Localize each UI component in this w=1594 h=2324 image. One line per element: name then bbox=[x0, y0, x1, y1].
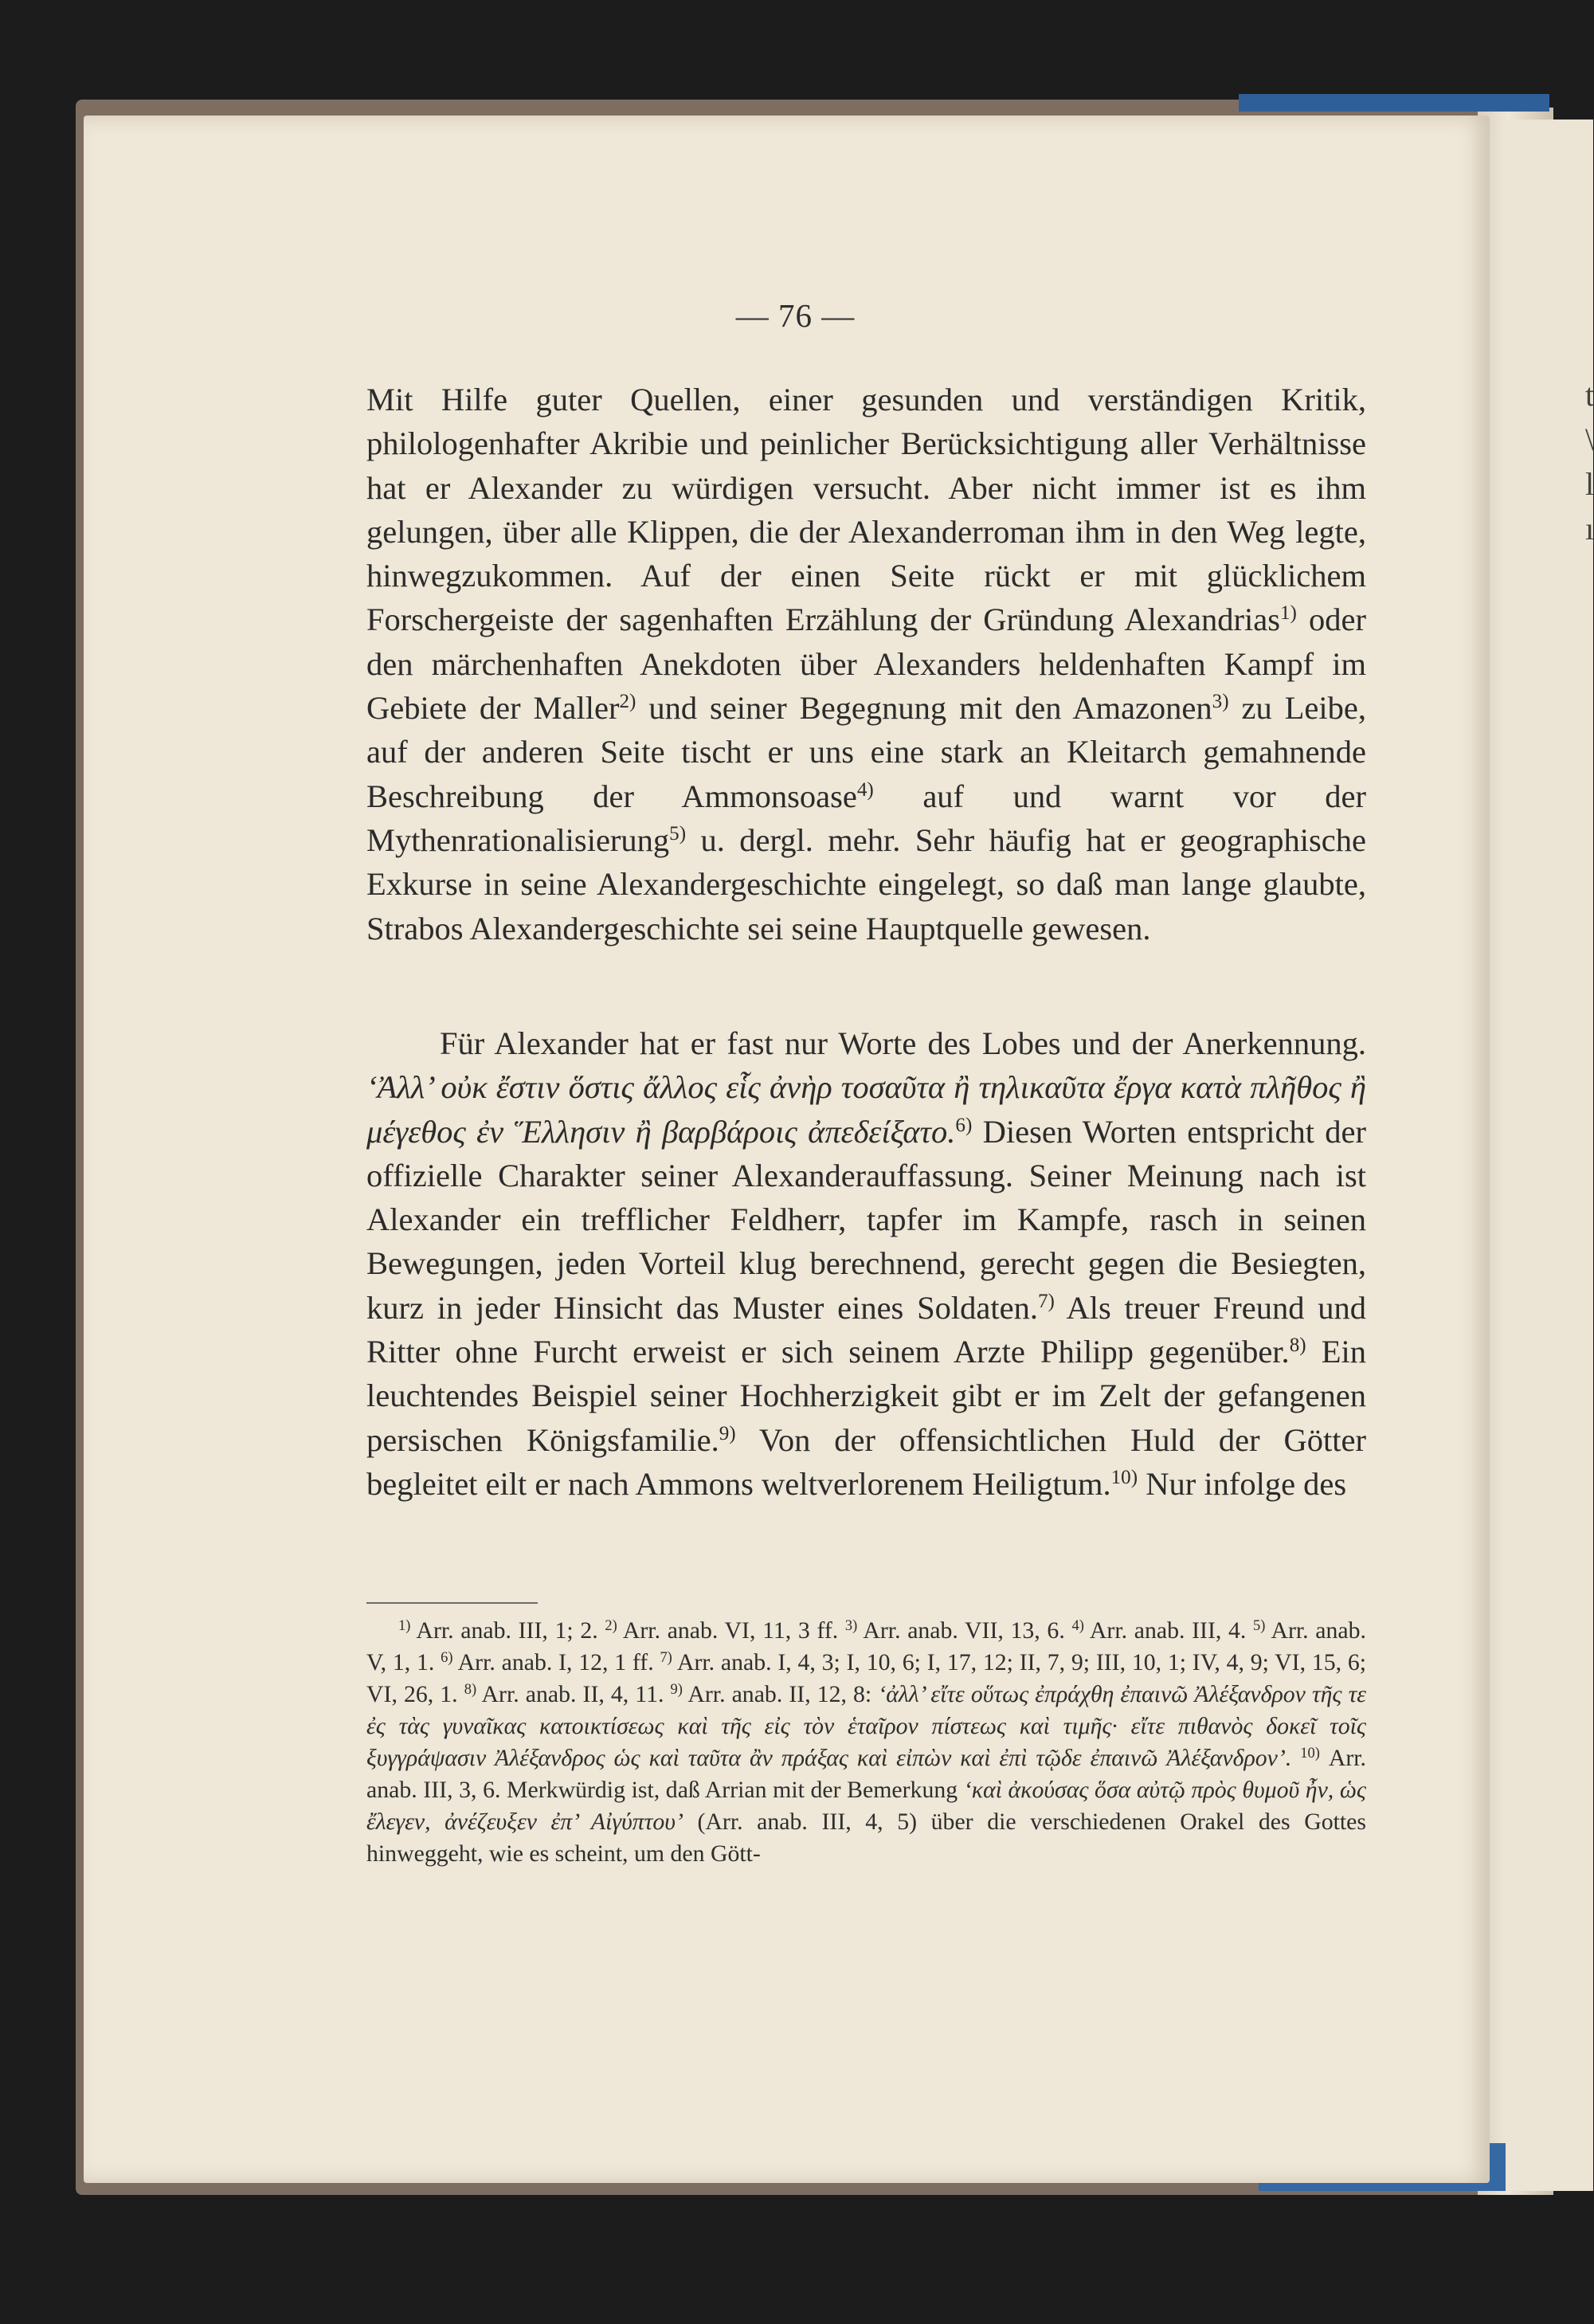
paragraph-text: Nur infolge des bbox=[1138, 1465, 1347, 1502]
paragraph-text: Ein leuchtendes Beispiel seiner Hochherzigkeit gibt er im Zelt der gefangenen persischen Königsfamilie. bbox=[366, 1334, 1366, 1458]
paragraph-text: Mit Hilfe guter Quellen, einer gesunden und verständigen Kritik, philologenhafter Akribie und peinlicher Berücksichtigung aller Verhältnisse hat er Alexander zu würdigen versucht. Aber nicht immer ist es ihm gelungen, über alle Klippen, die der Alexanderroman ihm in den Weg legte, hinwegzukommen. Auf der einen Seite rückt er mit glücklichem Forschergeiste der sagenhaften Erzählung der Gründung Alexandrias bbox=[366, 382, 1366, 638]
footnote-marker: 2) bbox=[605, 1617, 617, 1633]
footnote-greek: ‘καὶ ἀκούσας ὅσα αὐτῷ πρὸς θυμοῦ ἦν, ὡς ἔλεγεν, ἀνέζευξεν ἐπ’ Αἰγύπτου’ bbox=[366, 1777, 1366, 1835]
footnote-marker: 5) bbox=[1253, 1617, 1266, 1633]
facing-letter: ı bbox=[1585, 511, 1594, 547]
footnote-ref: 2) bbox=[619, 691, 636, 713]
paragraph-2 bbox=[366, 1021, 1366, 1506]
paragraph-text: Für Alexander hat er fast nur Worte des Lobes und der Anerkennung. bbox=[440, 1025, 1366, 1061]
paragraph-text: zu Leibe, auf der anderen Seite tischt er uns eine stark an Kleitarch gemahnende Beschreibung der Ammonsoase bbox=[366, 690, 1367, 814]
footnote-marker: 8) bbox=[464, 1680, 477, 1697]
footnote-ref: 1) bbox=[1280, 602, 1297, 625]
blue-edge-top bbox=[1239, 94, 1549, 112]
paragraph-text: oder den märchenhaften Anekdoten über Alexanders heldenhaften Kampf im Gebiete der Maller bbox=[366, 602, 1366, 727]
footnote-ref: 7) bbox=[1037, 1290, 1055, 1312]
footnote-ref: 5) bbox=[669, 823, 687, 845]
footnote-text: Arr. anab. I, 12, 1 ff. bbox=[452, 1649, 660, 1675]
footnote-marker: 6) bbox=[441, 1648, 453, 1665]
footnote-ref: 9) bbox=[719, 1422, 736, 1444]
footnote-text: (Arr. anab. III, 4, 5) über die verschiedenen Orakel des Gottes hinweggeht, wie es scheint, um den Gött- bbox=[366, 1809, 1366, 1867]
footnote-text: Arr. anab. VI, 11, 3 ff. bbox=[617, 1617, 845, 1644]
footnote-ref: 4) bbox=[856, 778, 874, 801]
footnote-text: Arr. anab. VII, 13, 6. bbox=[857, 1617, 1072, 1644]
footnote-divider bbox=[366, 1602, 538, 1604]
footnotes bbox=[366, 1615, 1366, 1870]
footnote-ref: 8) bbox=[1289, 1334, 1306, 1357]
footnote-ref: 6) bbox=[955, 1114, 973, 1136]
facing-letter: t bbox=[1585, 377, 1594, 413]
footnote-marker: 1) bbox=[398, 1617, 411, 1633]
facing-letter: l bbox=[1585, 466, 1594, 502]
paragraph-text: auf und warnt vor der Mythenrationalisierung bbox=[366, 778, 1366, 858]
paragraph-text: und seiner Begegnung mit den Amazonen bbox=[636, 690, 1212, 727]
footnote-text: Arr. anab. III, 1; 2. bbox=[410, 1617, 605, 1644]
footnote-text: Arr. anab. V, 1, 1. bbox=[366, 1617, 1366, 1675]
paragraph-text: Von der offensichtlichen Huld der Götter begleitet eilt er nach Ammons weltverlorenem Heiligtum. bbox=[366, 1421, 1366, 1502]
footnote-text: Arr. anab. I, 4, 3; I, 10, 6; I, 17, 12; II, 7, 9; III, 10, 1; IV, 4, 9; VI, 15, 6; VI, 26, 1. bbox=[366, 1649, 1367, 1707]
facing-letter: \ bbox=[1585, 421, 1594, 457]
paragraph-text: Als treuer Freund und Ritter ohne Furcht erweist er sich seinem Arzte Philipp gegenüber. bbox=[366, 1289, 1366, 1370]
footnote-text: Arr. anab. II, 4, 11. bbox=[476, 1681, 671, 1707]
footnote-ref: 3) bbox=[1212, 691, 1229, 713]
paragraph-1 bbox=[366, 378, 1366, 950]
footnote-marker: 7) bbox=[660, 1648, 672, 1665]
footnote-greek: ‘ἀλλ’ εἴτε οὕτως ἐπράχθη ἐπαινῶ Ἀλέξανδρον τῆς τε ἐς τὰς γυναῖκας κατοικτίσεως καὶ τῆς εἰς τὸν ἑταῖρον πίστεως καὶ τιμῆς· εἴτε πιθανὸς δοκεῖ τοῖς ξυγγράψασιν Ἀλέξανδρος ὡς καὶ ταῦτα ἂν πράξας καὶ εἰπὼν καὶ ἐπὶ τῷδε ἐπαινῶ Ἀλέξανδρον’. bbox=[366, 1681, 1366, 1771]
footnote-text: Arr. anab. II, 12, 8: bbox=[682, 1681, 879, 1707]
facing-page-letters bbox=[1585, 373, 1593, 551]
footnote-text: Arr. anab. III, 3, 6. Merkwürdig ist, daß Arrian mit der Bemerkung bbox=[366, 1745, 1366, 1803]
footnote-marker: 4) bbox=[1071, 1617, 1084, 1633]
paragraph-text: Diesen Worten entspricht der offizielle Charakter seiner Alexanderauffassung. Seiner Meinung nach ist Alexander ein trefflicher Feldherr, tapfer im Kampfe, rasch in seinen Bewegungen, jeden Vorteil klug berechnend, gerecht gegen die Besiegten, kurz in jeder Hinsicht das Muster eines Soldaten. bbox=[366, 1113, 1366, 1326]
paragraph-text: u. dergl. mehr. Sehr häufig hat er geographische Exkurse in seine Alexandergeschichte eingelegt, so daß man lange glaubte, Strabos Alexandergeschichte sei seine Hauptquelle gewesen. bbox=[366, 821, 1366, 946]
footnote-ref: 10) bbox=[1110, 1467, 1138, 1489]
footnote-marker: 3) bbox=[844, 1617, 858, 1633]
greek-quotation: ‘Ἀλλ’ οὐκ ἔστιν ὅστις ἄλλος εἷς ἀνὴρ τοσαῦτα ἢ τηλικαῦτα ἔργα κατὰ πλῆθος ἢ μέγεθος ἐν Ἕλλησιν ἢ βαρβάροις ἀπεδείξατο. bbox=[366, 1069, 1366, 1150]
facing-page-edge bbox=[1506, 120, 1593, 2191]
page-number: — 76 — bbox=[735, 297, 856, 334]
footnote-text: Arr. anab. III, 4. bbox=[1083, 1617, 1254, 1644]
footnote-marker: 10) bbox=[1300, 1744, 1320, 1761]
footnote-marker: 9) bbox=[670, 1680, 683, 1697]
